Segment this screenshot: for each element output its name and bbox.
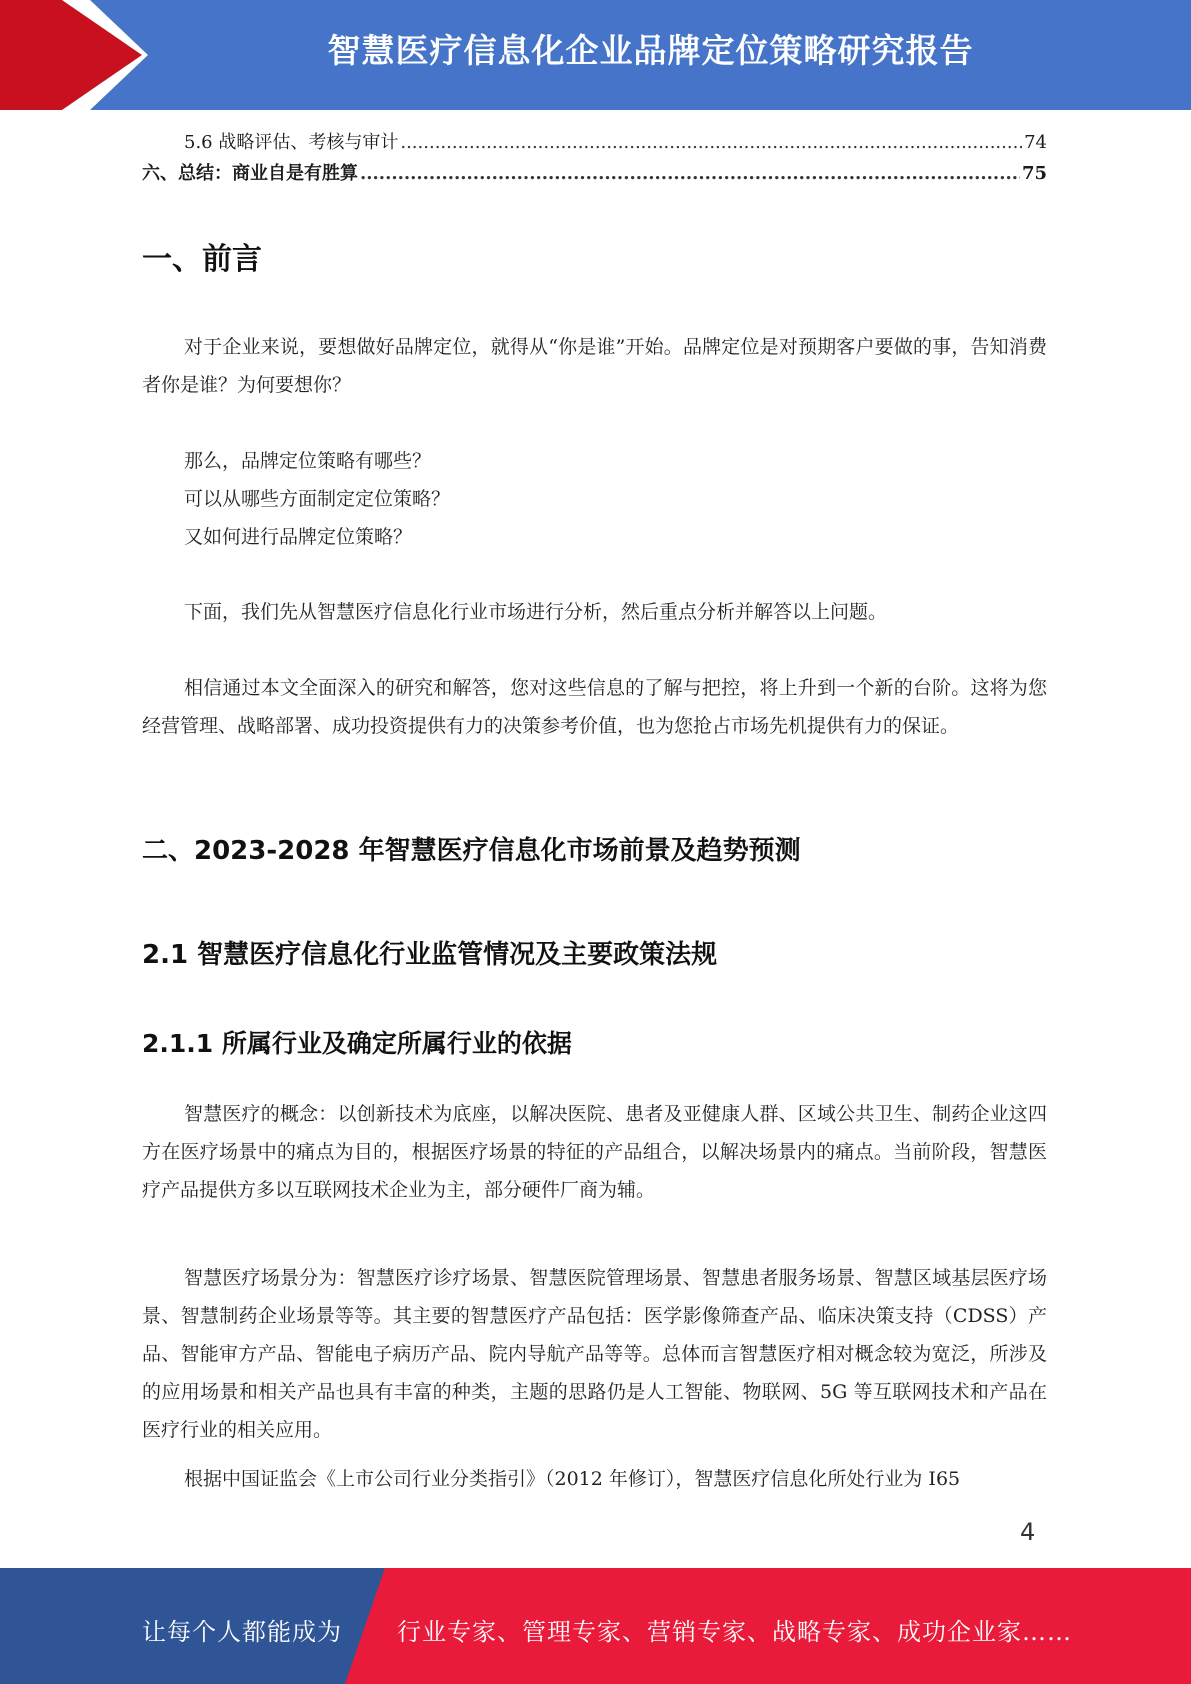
toc-leader-dots [400, 128, 1022, 158]
paragraph: 相信通过本文全面深入的研究和解答，您对这些信息的了解与把控，将上升到一个新的台阶。这将为您经营管理、战略部署、成功投资提供有力的决策参考价值，也为您抢占市场先机提供有力的保证。 [142, 677, 1047, 737]
question-line: 又如何进行品牌定位策略？ [184, 526, 413, 548]
paragraph: 根据中国证监会《上市公司行业分类指引》（2012 年修订），智慧医疗信息化所处行业为 I65 [184, 1468, 961, 1490]
heading-market-outlook: 二、2023-2028 年智慧医疗信息化市场前景及趋势预测 [142, 836, 801, 866]
toc-entry-page: 75 [1021, 163, 1047, 184]
header-arrow-decoration [0, 0, 160, 110]
paragraph: 智慧医疗场景分为：智慧医疗诊疗场景、智慧医院管理场景、智慧患者服务场景、智慧区域基层医疗场景、智慧制药企业场景等等。其主要的智慧医疗产品包括：医学影像筛查产品、临床决策支持（CDSS）产品、智能审方产品、智能电子病历产品、院内导航产品等等。总体而言智慧医疗相对概念较为宽泛，所涉及的应用场景和相关产品也具有丰富的种类，主题的思路仍是人工智能、物联网、5G 等互联网技术和产品在医疗行业的相关应用。 [142, 1267, 1047, 1441]
heading-2-1: 2.1 智慧医疗信息化行业监管情况及主要政策法规 [142, 940, 718, 970]
question-line: 那么，品牌定位策略有哪些？ [184, 450, 432, 472]
question-line: 可以从哪些方面制定定位策略？ [184, 488, 451, 510]
footer-slogan-right: 行业专家、管理专家、营销专家、战略专家、成功企业家…… [397, 1618, 1072, 1646]
toc-leader-dots [360, 159, 1020, 189]
toc-entry-label: 六、总结：商业自是有胜算 [142, 163, 358, 184]
report-title: 智慧医疗信息化企业品牌定位策略研究报告 [327, 31, 974, 70]
toc-entry[interactable] [142, 128, 1047, 159]
toc-entry[interactable] [142, 159, 1047, 190]
toc-entry-page: 74 [1024, 132, 1047, 153]
page-header [0, 0, 1191, 110]
paragraph: 对于企业来说，要想做好品牌定位，就得从“你是谁”开始。品牌定位是对预期客户要做的事，告知消费者你是谁？为何要想你？ [142, 336, 1047, 396]
table-of-contents [142, 128, 1047, 190]
toc-entry-label: 5.6 战略评估、考核与审计 [184, 132, 399, 153]
page-number: 4 [1020, 1518, 1036, 1546]
footer-slogan-left: 让每个人都能成为 [142, 1618, 342, 1646]
heading-preface: 一、前言 [142, 242, 262, 277]
heading-2-1-1: 2.1.1 所属行业及确定所属行业的依据 [142, 1029, 572, 1058]
paragraph: 下面，我们先从智慧医疗信息化行业市场进行分析，然后重点分析并解答以上问题。 [184, 601, 888, 623]
paragraph: 智慧医疗的概念：以创新技术为底座，以解决医院、患者及亚健康人群、区域公共卫生、制药企业这四方在医疗场景中的痛点为目的，根据医疗场景的特征的产品组合，以解决场景内的痛点。当前阶段，智慧医疗产品提供方多以互联网技术企业为主，部分硬件厂商为辅。 [142, 1103, 1047, 1201]
question-list [142, 442, 1047, 556]
